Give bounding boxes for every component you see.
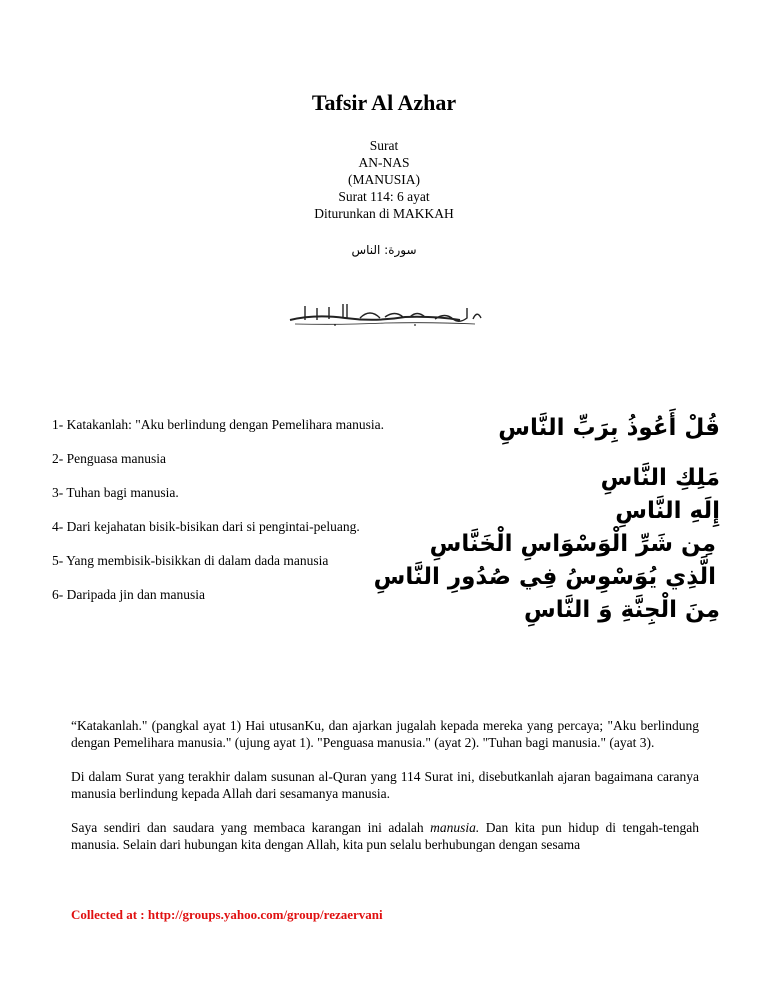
basmala-calligraphy: [285, 298, 485, 328]
commentary-p3-end: Dan kita pun hidup di tengah-tengah manusia. Selain dari hubungan kita dengan Allah, kita pun selalu berhubungan dengan sesama: [71, 820, 699, 852]
arabic-verses: [373, 412, 720, 627]
surah-verse-count: Surat 114: 6 ayat: [338, 189, 430, 204]
surah-arabic-name: سورة: الناس: [351, 243, 417, 257]
translation-list: [52, 416, 412, 620]
translation-ayat-6: 6- Daripada jin dan manusia: [52, 587, 205, 602]
surah-name: AN-NAS: [358, 155, 410, 170]
arabic-ayat-3: إِلَهِ النَّاسِ: [615, 498, 720, 524]
translation-ayat-4: 4- Dari kejahatan bisik-bisikan dari si pengintai-peluang.: [52, 519, 360, 534]
arabic-ayat-4: مِن شَرِّ الْوَسْوَاسِ الْخَنَّاسِ: [429, 531, 716, 557]
commentary-paragraph-1: “Katakanlah." (pangkal ayat 1) Hai utusanKu, dan ajarkan jugalah kepada mereka yang percaya; "Aku berlindung dengan Pemelihara manusia." (ujung ayat 1). "Penguasa manusia." (ayat 2). "Tuhan bagi manusia." (ayat 3).: [71, 718, 699, 750]
translation-ayat-1: 1- Katakanlah: "Aku berlindung dengan Pemelihara manusia.: [52, 417, 385, 432]
arabic-ayat-1: قُلْ أَعُوذُ بِرَبِّ النَّاسِ: [498, 415, 720, 441]
page-title: Tafsir Al Azhar: [311, 90, 457, 115]
translation-ayat-5: 5- Yang membisik-bisikkan di dalam dada manusia: [52, 553, 329, 568]
surah-label: Surat: [369, 138, 399, 153]
commentary-p3-start: Saya sendiri dan saudara yang membaca karangan ini adalah: [71, 820, 431, 835]
surah-info: [0, 137, 768, 222]
translation-ayat-3: 3- Tuhan bagi manusia.: [52, 485, 179, 500]
arabic-ayat-6: مِنَ الْجِنَّةِ وَ النَّاسِ: [524, 597, 720, 623]
arabic-ayat-5: الَّذِي يُوَسْوِسُ فِي صُدُورِ النَّاسِ: [373, 564, 716, 590]
collected-at-link[interactable]: Collected at : http://groups.yahoo.com/group/rezaervani: [71, 907, 383, 922]
commentary-paragraph-3: [71, 819, 699, 853]
surah-meaning: (MANUSIA): [348, 172, 420, 187]
translation-ayat-2: 2- Penguasa manusia: [52, 451, 166, 466]
arabic-ayat-2: مَلِكِ النَّاسِ: [600, 465, 720, 491]
commentary-paragraph-2: Di dalam Surat yang terakhir dalam susunan al-Quran yang 114 Surat ini, disebutkanlah ajaran bagaimana caranya manusia berlindung kepada Allah dari sesamanya manusia.: [71, 769, 699, 801]
commentary: [71, 717, 699, 870]
surah-revelation-place: Diturunkan di MAKKAH: [314, 206, 454, 221]
commentary-p3-emphasis: manusia.: [430, 820, 480, 835]
